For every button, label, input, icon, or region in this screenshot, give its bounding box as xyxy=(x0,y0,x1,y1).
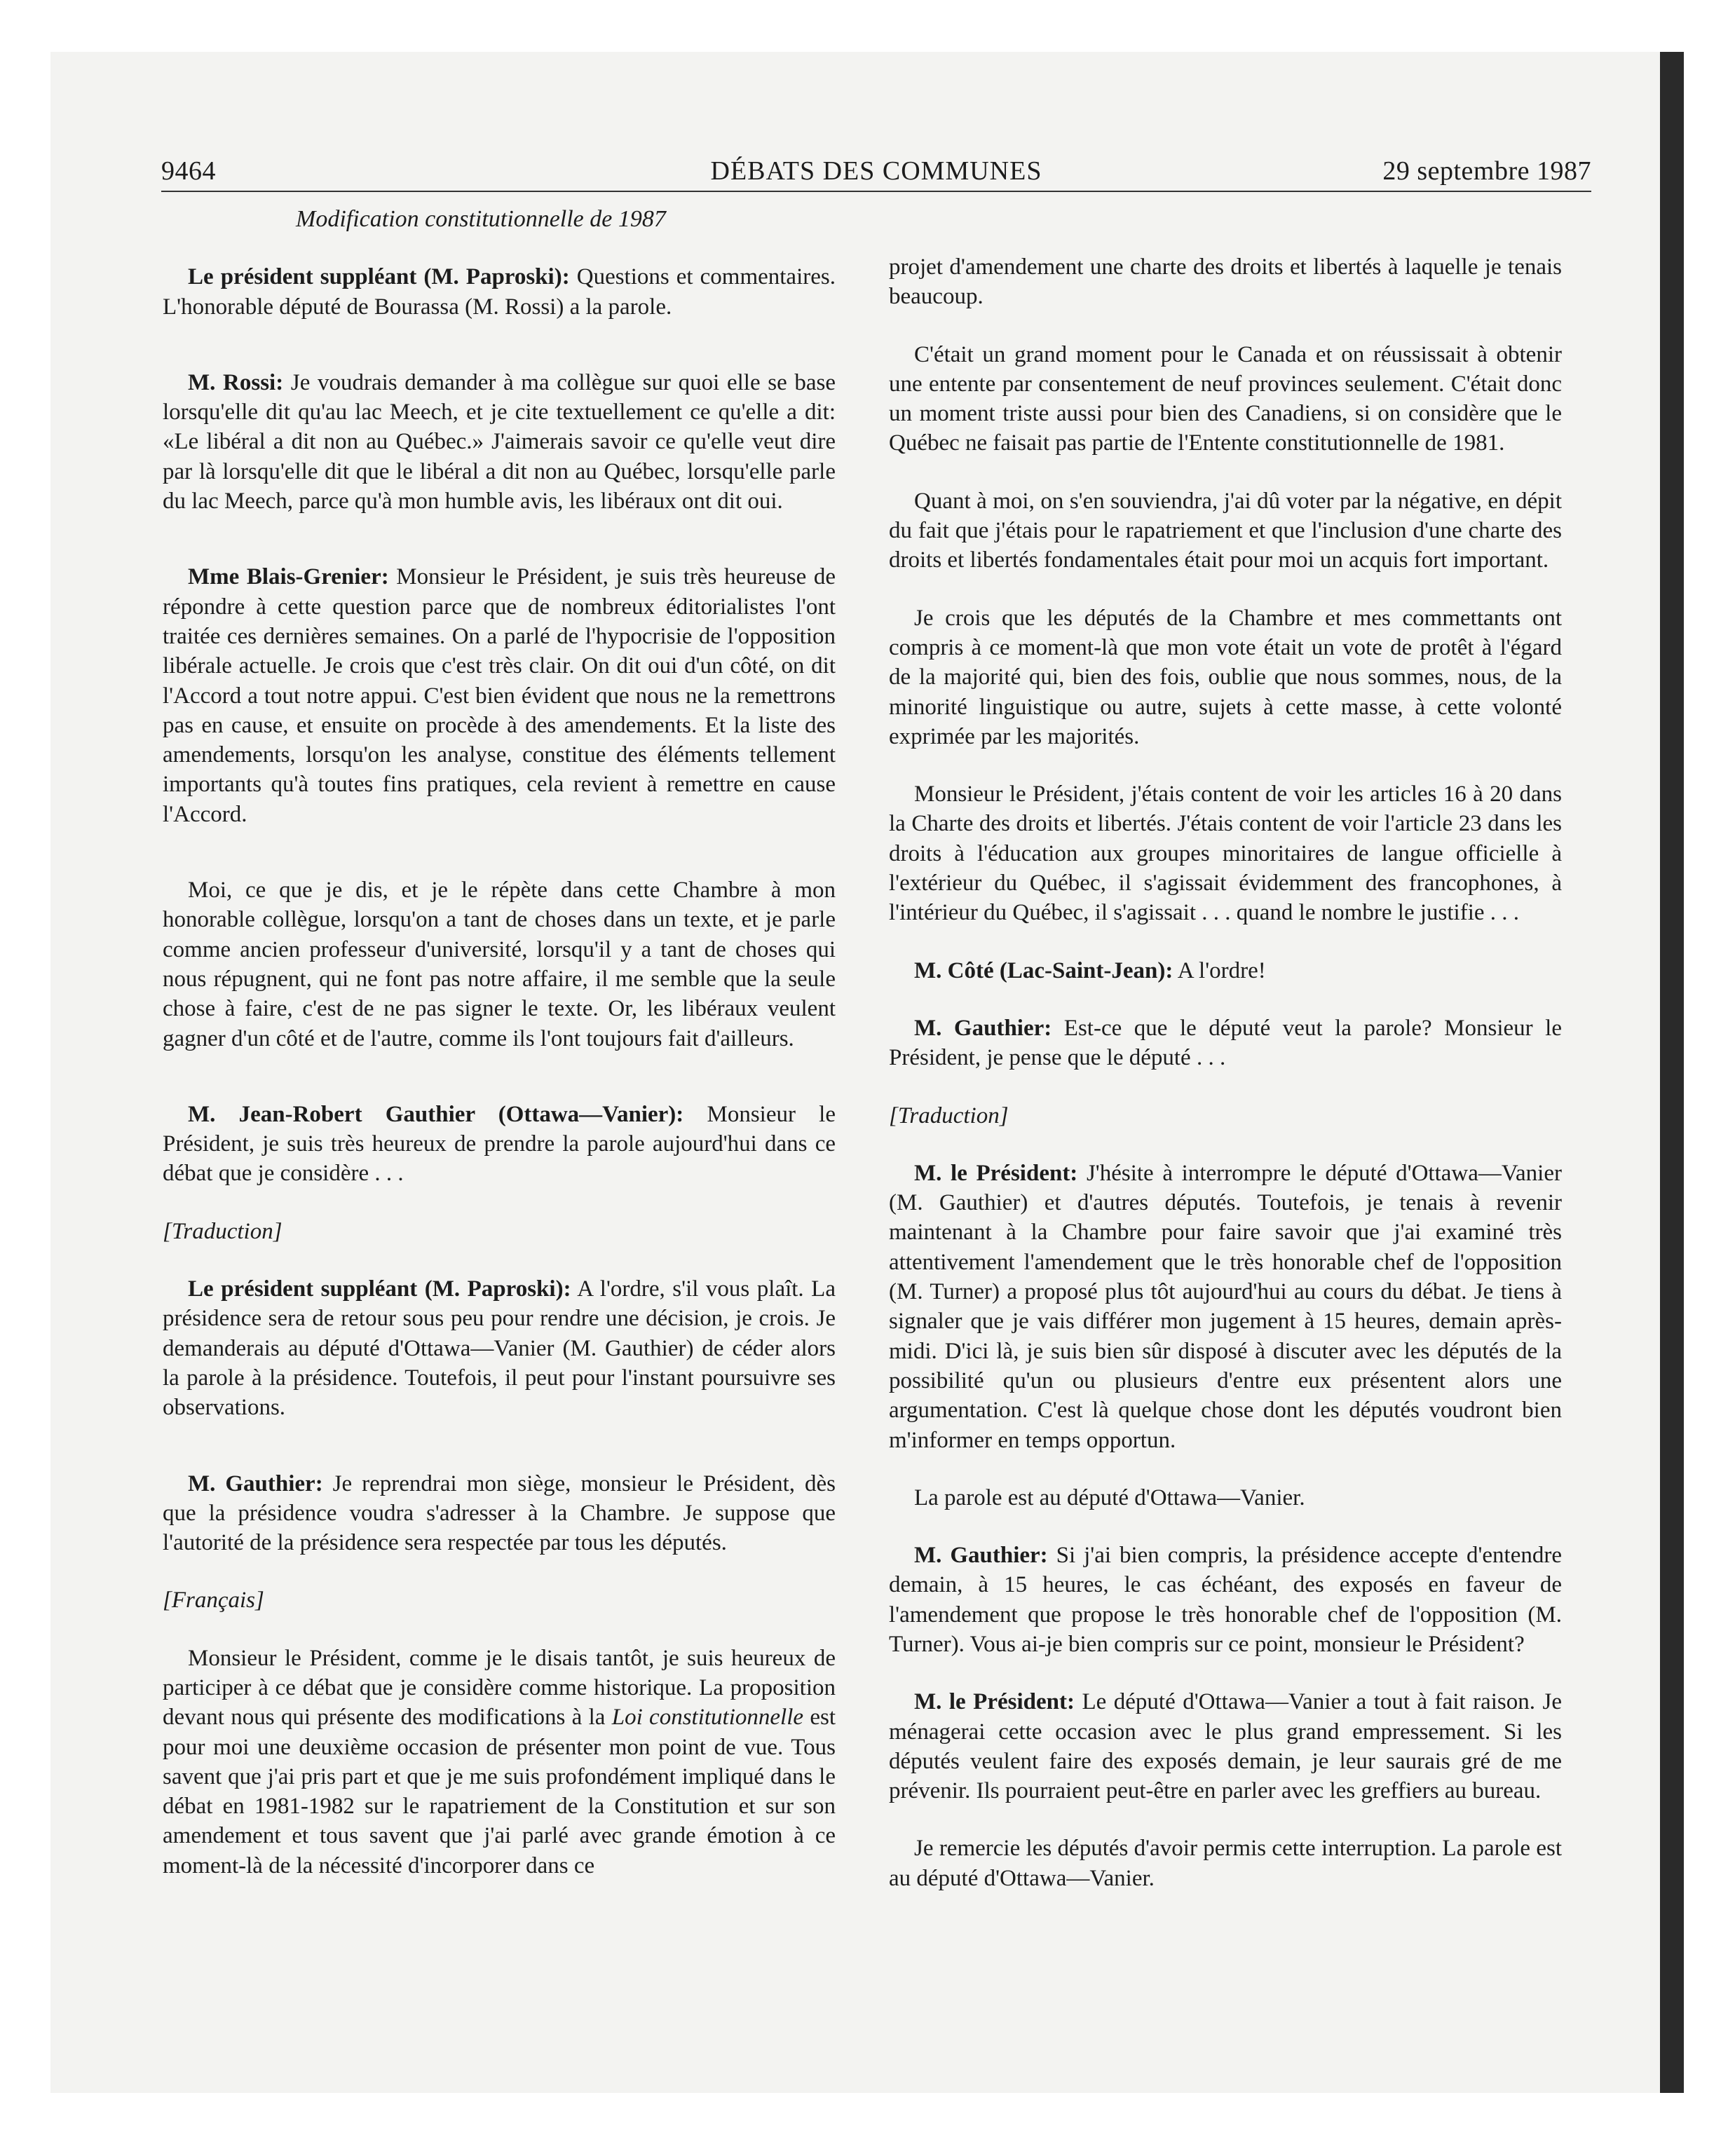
speaker-name: Le président suppléant (M. Paproski): xyxy=(188,264,570,290)
speech-text: Questions et commentaires. L'honorable député de Bourassa (M. Rossi) a la parole. xyxy=(163,264,836,320)
speech-text: Monsieur le Président, j'étais content de voir les articles 16 à 20 dans la Charte des droits et libertés. J'étais content de voir l'article 23 dans les droits à l'éducation aux groupes minoritaires de langue officielle à l'extérieur du Québec, il s'agissait évidemment des francophones, à l'intérieur du Québec, il s'agissait . . . quand le nombre le justifie . . . xyxy=(889,782,1562,926)
language-tag: [Français] xyxy=(163,1588,264,1613)
scan-edge-shadow xyxy=(1660,52,1684,2093)
paragraph xyxy=(889,1541,1562,1659)
speaker-name: Mme Blais-Grenier: xyxy=(188,564,389,590)
paragraph xyxy=(889,1483,1562,1513)
speech-text: Monsieur le Président, je suis très heureux de prendre la parole aujourd'hui dans ce débat que je considère . . . xyxy=(163,1101,836,1187)
paragraph xyxy=(889,1834,1562,1893)
language-tag: [Traduction] xyxy=(889,1103,1009,1128)
speaker-name: M. Rossi: xyxy=(188,369,284,395)
paragraph xyxy=(889,252,1562,312)
paragraph xyxy=(163,1644,836,1881)
speech-text: La parole est au député d'Ottawa—Vanier. xyxy=(914,1485,1305,1510)
speech-text: Monsieur le Président, je suis très heureuse de répondre à cette question parce que de nombreux éditorialistes l'ont traitée ces dernières semaines. On a parlé de l'hypocrisie de l'opposition libérale actuelle. Je crois que c'est très clair. On dit oui d'un côté, on dit l'Accord a tout notre appui. C'est bien évident que nous ne la remettrons pas en cause, et ensuite on procède à des amendements. Et la liste des amendements, lorsqu'on les analyse, constitue des éléments tellement importants qu'à toutes fins pratiques, cela revient à remettre en cause l'Accord. xyxy=(163,564,836,827)
language-tag: [Traduction] xyxy=(163,1218,283,1244)
publication-title: DÉBATS DES COMMUNES xyxy=(710,156,1042,186)
italic-title: Loi constitutionnelle xyxy=(611,1705,804,1731)
speech-text: C'était un grand moment pour le Canada et on réussissait à obtenir une entente par consentement de neuf provinces seulement. C'était donc un moment triste aussi pour bien des Canadiens, si on considère que le Québec ne faisait pas partie de l'Entente constitutionnelle de 1981. xyxy=(889,341,1562,456)
speech-text: Je voudrais demander à ma collègue sur quoi elle se base lorsqu'elle dit qu'au lac Meech, et je cite textuellement ce qu'elle a dit: «Le libéral a dit non au Québec.» J'aimerais savoir ce qu'elle veut dire par là lorsqu'elle dit que le libéral a dit non au Québec, lorsqu'elle parle du lac Meech, parce qu'à mon humble avis, les libéraux ont dit oui. xyxy=(163,369,836,514)
paragraph xyxy=(889,1687,1562,1806)
speech-text: J'hésite à interrompre le député d'Ottawa—Vanier (M. Gauthier) et d'autres députés. Toutefois, je tenais à revenir maintenant à la Chambre pour faire savoir que j'ai examiné très attentivement l'amendement que le très honorable chef de l'opposition (M. Turner) a proposé plus tôt aujourd'hui au cours du débat. Je tiens à signaler que je vais différer mon jugement à 15 heures, demain après-midi. D'ici là, je suis bien sûr disposé à discuter avec les députés de la possibilité qu'un ou plusieurs d'entre eux présentent alors une argumentation. C'est là quelque chose dont les députés voudront bien m'informer en temps opportun. xyxy=(889,1160,1562,1453)
running-header xyxy=(161,156,1591,195)
speaker-name: M. Côté (Lac-Saint-Jean): xyxy=(914,957,1173,983)
speech-text: Je crois que les députés de la Chambre et mes commettants ont compris à ce moment-là que mon vote était un vote de protêt à l'égard de la majorité qui, bien des fois, oublie que nous sommes, nous, de la minorité linguistique ou autre, sujets à cette masse, à cette volonté exprimée par les majorités. xyxy=(889,605,1562,749)
paragraph xyxy=(163,368,836,516)
speech-text: Le député d'Ottawa—Vanier a tout à fait raison. Je ménagerai cette occasion avec le plus grand empressement. Si les députés veulent faire des exposés demain, je leur saurais gré de me prévenir. Ils pourraient peut-être en parler avec les greffiers au bureau. xyxy=(889,1689,1562,1804)
page-number: 9464 xyxy=(161,156,216,186)
speech-text: Moi, ce que je dis, et je le répète dans cette Chambre à mon honorable collègue, lorsqu'on a tant de choses dans un texte, et je parle comme ancien professeur d'université, lorsqu'il y a tant de choses qui nous répugnent, qui ne font pas notre affaire, il me semble que la seule chose à faire, c'est de ne pas signer le texte. Or, les libéraux veulent gagner d'un côté et de l'autre, comme ils l'ont toujours fait d'ailleurs. xyxy=(163,878,836,1051)
speech-text: A l'ordre, s'il vous plaît. La présidence sera de retour sous peu pour rendre une décision, je crois. Je demanderais au député d'Ottawa—Vanier (M. Gauthier) de céder alors la parole à la présidence. Toutefois, il peut pour l'instant poursuivre ses observations. xyxy=(163,1276,836,1421)
speech-text: Je remercie les députés d'avoir permis cette interruption. La parole est au député d'Ottawa—Vanier. xyxy=(889,1836,1562,1891)
paragraph xyxy=(163,1274,836,1422)
speech-text: Monsieur le Président, comme je le disais tantôt, je suis heureux de participer à ce débat que je considère comme historique. La proposition devant nous qui présente des modifications à la xyxy=(163,1645,836,1731)
speech-text: Quant à moi, on s'en souviendra, j'ai dû voter par la négative, en dépit du fait que j'étais pour le rapatriement et que l'inclusion d'une charte des droits et libertés fondamentales était pour moi un acquis fort important. xyxy=(889,488,1562,573)
paragraph xyxy=(163,1100,836,1189)
speaker-name: M. Gauthier: xyxy=(914,1015,1052,1041)
speech-text: est pour moi une deuxième occasion de présenter mon point de vue. Tous savent que j'ai pris part et que je me suis profondément impliqué dans le débat en 1981-1982 sur le rapatriement de la Constitution et sur son amendement et tous savent que j'ai parlé avec grande émotion à ce moment-là de la nécessité d'incorporer dans ce xyxy=(163,1705,836,1878)
speech-text: Est-ce que le député veut la parole? Monsieur le Président, je pense que le député . . . xyxy=(889,1015,1562,1071)
speech-text: Je reprendrai mon siège, monsieur le Président, dès que la présidence voudra s'adresser à la Chambre. Je suppose que l'autorité de la présidence sera respectée par tous les députés. xyxy=(163,1471,836,1556)
speech-text: A l'ordre! xyxy=(1173,957,1266,983)
paragraph xyxy=(889,486,1562,575)
speaker-name: M. le Président: xyxy=(914,1689,1075,1715)
paragraph xyxy=(889,1159,1562,1455)
header-rule xyxy=(161,191,1591,192)
speaker-name: M. le Président: xyxy=(914,1160,1078,1186)
paragraph xyxy=(163,875,836,1053)
section-subhead: Modification constitutionnelle de 1987 xyxy=(296,206,666,232)
speaker-name: Le président suppléant (M. Paproski): xyxy=(188,1276,571,1302)
speaker-name: M. Gauthier: xyxy=(188,1471,323,1496)
speaker-name: M. Jean-Robert Gauthier (Ottawa—Vanier): xyxy=(188,1101,684,1127)
paragraph xyxy=(163,1469,836,1558)
paragraph xyxy=(889,779,1562,927)
paragraph xyxy=(163,262,836,322)
right-column xyxy=(889,252,1562,1921)
speech-text: projet d'amendement une charte des droits et libertés à laquelle je tenais beaucoup. xyxy=(889,254,1562,310)
publication-date: 29 septembre 1987 xyxy=(1382,156,1591,186)
paragraph xyxy=(889,1014,1562,1073)
left-column xyxy=(163,205,836,1909)
paragraph xyxy=(889,340,1562,458)
speech-text: Si j'ai bien compris, la présidence accepte d'entendre demain, à 15 heures, le cas échéant, des exposés en faveur de l'amendement que propose le très honorable chef de l'opposition (M. Turner). Vous ai-je bien compris sur ce point, monsieur le Président? xyxy=(889,1543,1562,1657)
paragraph xyxy=(889,956,1562,985)
paragraph xyxy=(889,603,1562,751)
paragraph xyxy=(163,562,836,829)
speaker-name: M. Gauthier: xyxy=(914,1543,1048,1569)
